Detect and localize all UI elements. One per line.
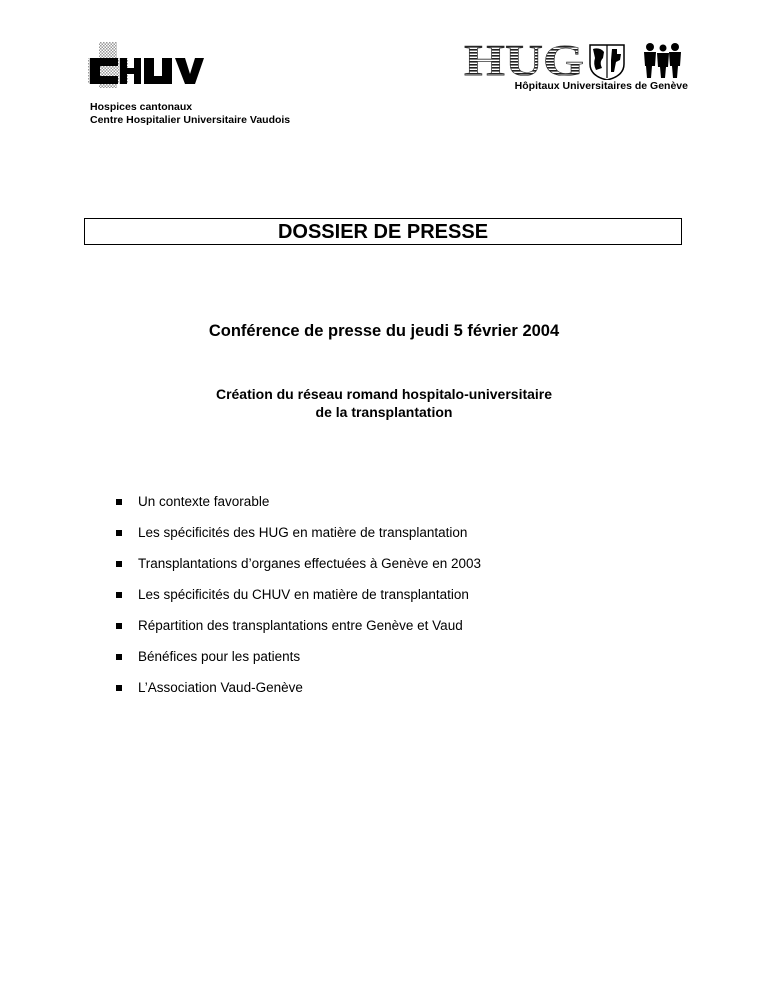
list-item-text: Répartition des transplantations entre Genève et Vaud xyxy=(138,618,463,633)
list-item xyxy=(116,587,481,618)
conference-heading: Conférence de presse du jeudi 5 février 2004 xyxy=(208,322,560,340)
svg-text:HUG: HUG xyxy=(464,40,584,80)
list-item-text: Bénéfices pour les patients xyxy=(138,649,301,664)
subtitle-line2: de la transplantation xyxy=(315,404,453,420)
bullet-icon xyxy=(116,530,122,536)
list-item-text: L’Association Vaud-Genève xyxy=(138,680,303,695)
list-item xyxy=(116,649,481,680)
geneva-shield-icon xyxy=(590,45,624,80)
list-item xyxy=(116,525,481,556)
chuv-caption xyxy=(90,101,290,127)
people-icon xyxy=(644,43,681,78)
list-item xyxy=(116,556,481,587)
bullet-icon xyxy=(116,685,122,691)
list-item xyxy=(116,680,481,711)
list-item-text: Les spécificités des HUG en matière de transplantation xyxy=(138,525,468,540)
bullet-icon xyxy=(116,592,122,598)
hug-logo xyxy=(462,40,686,80)
chuv-logo xyxy=(88,42,204,88)
list-item-text: Un contexte favorable xyxy=(138,494,270,509)
list-item-text: Les spécificités du CHUV en matière de transplantation xyxy=(138,587,469,602)
hug-caption: Hôpitaux Universitaires de Genève xyxy=(514,80,688,92)
document-title: DOSSIER DE PRESSE xyxy=(84,218,682,245)
chuv-caption-line1: Hospices cantonaux xyxy=(90,101,193,113)
chuv-caption-line2: Centre Hospitalier Universitaire Vaudois xyxy=(90,114,291,126)
list-item xyxy=(116,618,481,649)
bullet-icon xyxy=(116,623,122,629)
subtitle xyxy=(0,385,768,421)
list-item xyxy=(116,494,481,525)
subtitle-line1: Création du réseau romand hospitalo-universitaire xyxy=(215,386,553,402)
bullet-icon xyxy=(116,654,122,660)
bullet-icon xyxy=(116,561,122,567)
list-item-text: Transplantations d’organes effectuées à Genève en 2003 xyxy=(138,556,481,571)
bullet-icon xyxy=(116,499,122,505)
topics-list xyxy=(116,494,481,711)
